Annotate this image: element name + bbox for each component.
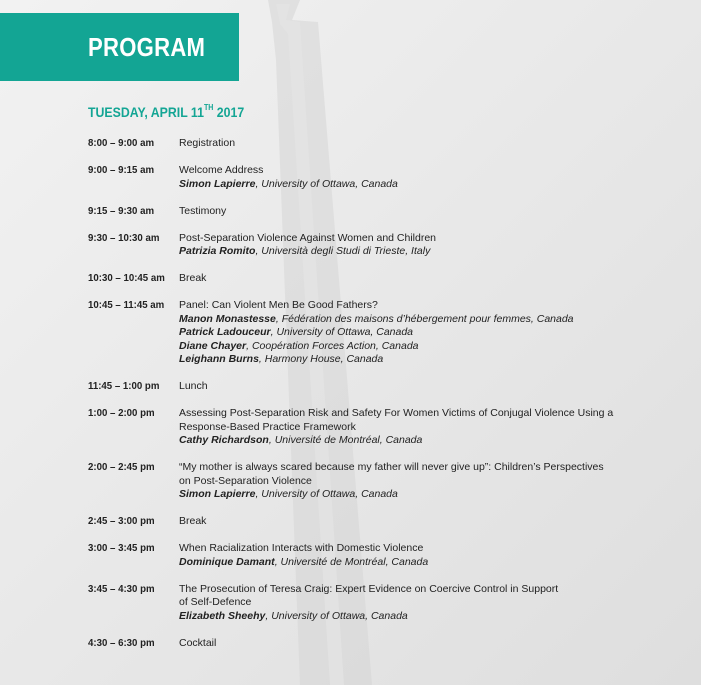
speaker-affiliation: , Fédération des maisons d’hébergement pour femmes, Canada: [275, 312, 574, 325]
speaker-affiliation: , Coopération Forces Action, Canada: [246, 339, 419, 352]
speaker-name: Leighann Burns: [179, 353, 259, 365]
schedule-item: [88, 205, 648, 219]
schedule-content: [179, 232, 648, 259]
speaker-affiliation: , Università degli Studi di Trieste, Italy: [255, 245, 431, 257]
speaker-name: Manon Monastesse: [179, 312, 276, 325]
session-title: When Racialization Interacts with Domestic Violence: [179, 542, 424, 554]
schedule-item: [88, 299, 648, 367]
schedule-time: 2:45 – 3:00 pm: [88, 515, 155, 527]
schedule-time: 10:45 – 11:45 am: [88, 299, 165, 311]
page-title: PROGRAM: [88, 31, 206, 62]
event-date: [88, 104, 244, 120]
schedule-item: [88, 137, 648, 151]
schedule-time: 2:00 – 2:45 pm: [88, 461, 155, 473]
schedule-item: [88, 272, 648, 286]
date-main: TUESDAY, APRIL 11: [88, 104, 204, 120]
speaker-affiliation: , University of Ottawa, Canada: [255, 177, 398, 190]
date-year: 2017: [213, 104, 245, 120]
schedule-time: 10:30 – 10:45 am: [88, 272, 165, 284]
schedule-time: 8:00 – 9:00 am: [88, 137, 155, 149]
speaker-affiliation: , Harmony House, Canada: [258, 353, 384, 365]
schedule-time: 4:30 – 6:30 pm: [88, 636, 155, 649]
schedule-time: 9:30 – 10:30 am: [88, 231, 160, 244]
speaker-affiliation: , Université de Montréal, Canada: [274, 555, 429, 568]
schedule-content: [179, 205, 648, 219]
schedule-item: [88, 232, 648, 259]
schedule-item: [88, 380, 648, 394]
schedule-content: [179, 272, 648, 286]
session-title: Lunch: [179, 380, 208, 392]
session-title: Break: [179, 272, 207, 284]
date-suffix: TH: [203, 103, 214, 112]
schedule-content: [179, 515, 648, 529]
schedule-content: [179, 637, 648, 651]
speaker-line: [179, 434, 648, 448]
schedule-item: [88, 164, 648, 191]
speaker-line: [179, 245, 648, 259]
schedule-content: [179, 299, 648, 367]
speaker-name: Simon Lapierre: [179, 177, 256, 190]
speaker-name: Diane Chayer: [179, 339, 247, 352]
speaker-name: Patrick Ladouceur: [179, 326, 271, 338]
schedule-time: 3:45 – 4:30 pm: [88, 582, 155, 595]
schedule-content: [179, 461, 648, 502]
session-title: Welcome Address: [179, 164, 264, 176]
session-title: “My mother is always scared because my father will never give up”: Children’s Perspectives on Post-Separation Violence: [179, 461, 604, 487]
session-title: Cocktail: [179, 636, 217, 649]
speaker-name: Simon Lapierre: [179, 488, 256, 500]
schedule-list: [88, 137, 648, 664]
session-title: Testimony: [179, 204, 227, 217]
schedule-time: 11:45 – 1:00 pm: [88, 380, 160, 392]
schedule-item: [88, 515, 648, 529]
speaker-name: Dominique Damant: [179, 555, 275, 568]
speaker-affiliation: , University of Ottawa, Canada: [265, 609, 408, 622]
speaker-line: [179, 313, 648, 327]
session-title: The Prosecution of Teresa Craig: Expert Evidence on Coercive Control in Support of Self-Defence: [179, 582, 559, 608]
schedule-item: [88, 637, 648, 651]
schedule-item: [88, 583, 648, 624]
session-title: Panel: Can Violent Men Be Good Fathers?: [179, 299, 378, 311]
schedule-content: [179, 407, 648, 448]
session-title: Break: [179, 515, 207, 527]
speaker-name: Cathy Richardson: [179, 434, 269, 446]
schedule-content: [179, 380, 648, 394]
speaker-line: [179, 556, 648, 570]
speaker-name: Elizabeth Sheehy: [179, 609, 266, 622]
schedule-time: 3:00 – 3:45 pm: [88, 542, 155, 554]
speaker-line: [179, 353, 648, 367]
schedule-item: [88, 407, 648, 448]
session-title: Assessing Post-Separation Risk and Safety For Women Victims of Conjugal Violence Using a Response-Based Practice Framework: [179, 407, 614, 433]
schedule-item: [88, 461, 648, 502]
speaker-line: [179, 326, 648, 340]
speaker-affiliation: , University of Ottawa, Canada: [270, 326, 414, 338]
speaker-line: [179, 178, 648, 192]
session-title: Post-Separation Violence Against Women and Children: [179, 231, 437, 244]
speaker-line: [179, 488, 648, 502]
schedule-time: 9:15 – 9:30 am: [88, 204, 155, 217]
schedule-item: [88, 542, 648, 569]
schedule-content: [179, 542, 648, 569]
speaker-line: [179, 340, 648, 354]
program-banner: [0, 13, 239, 81]
speaker-affiliation: , University of Ottawa, Canada: [255, 488, 398, 500]
speaker-line: [179, 610, 648, 624]
schedule-content: [179, 137, 648, 151]
session-title: Registration: [179, 137, 236, 149]
schedule-content: [179, 164, 648, 191]
schedule-content: [179, 583, 648, 624]
schedule-time: 9:00 – 9:15 am: [88, 164, 155, 176]
schedule-time: 1:00 – 2:00 pm: [88, 407, 155, 419]
speaker-name: Patrizia Romito: [179, 245, 256, 257]
speaker-affiliation: , Université de Montréal, Canada: [268, 434, 423, 446]
